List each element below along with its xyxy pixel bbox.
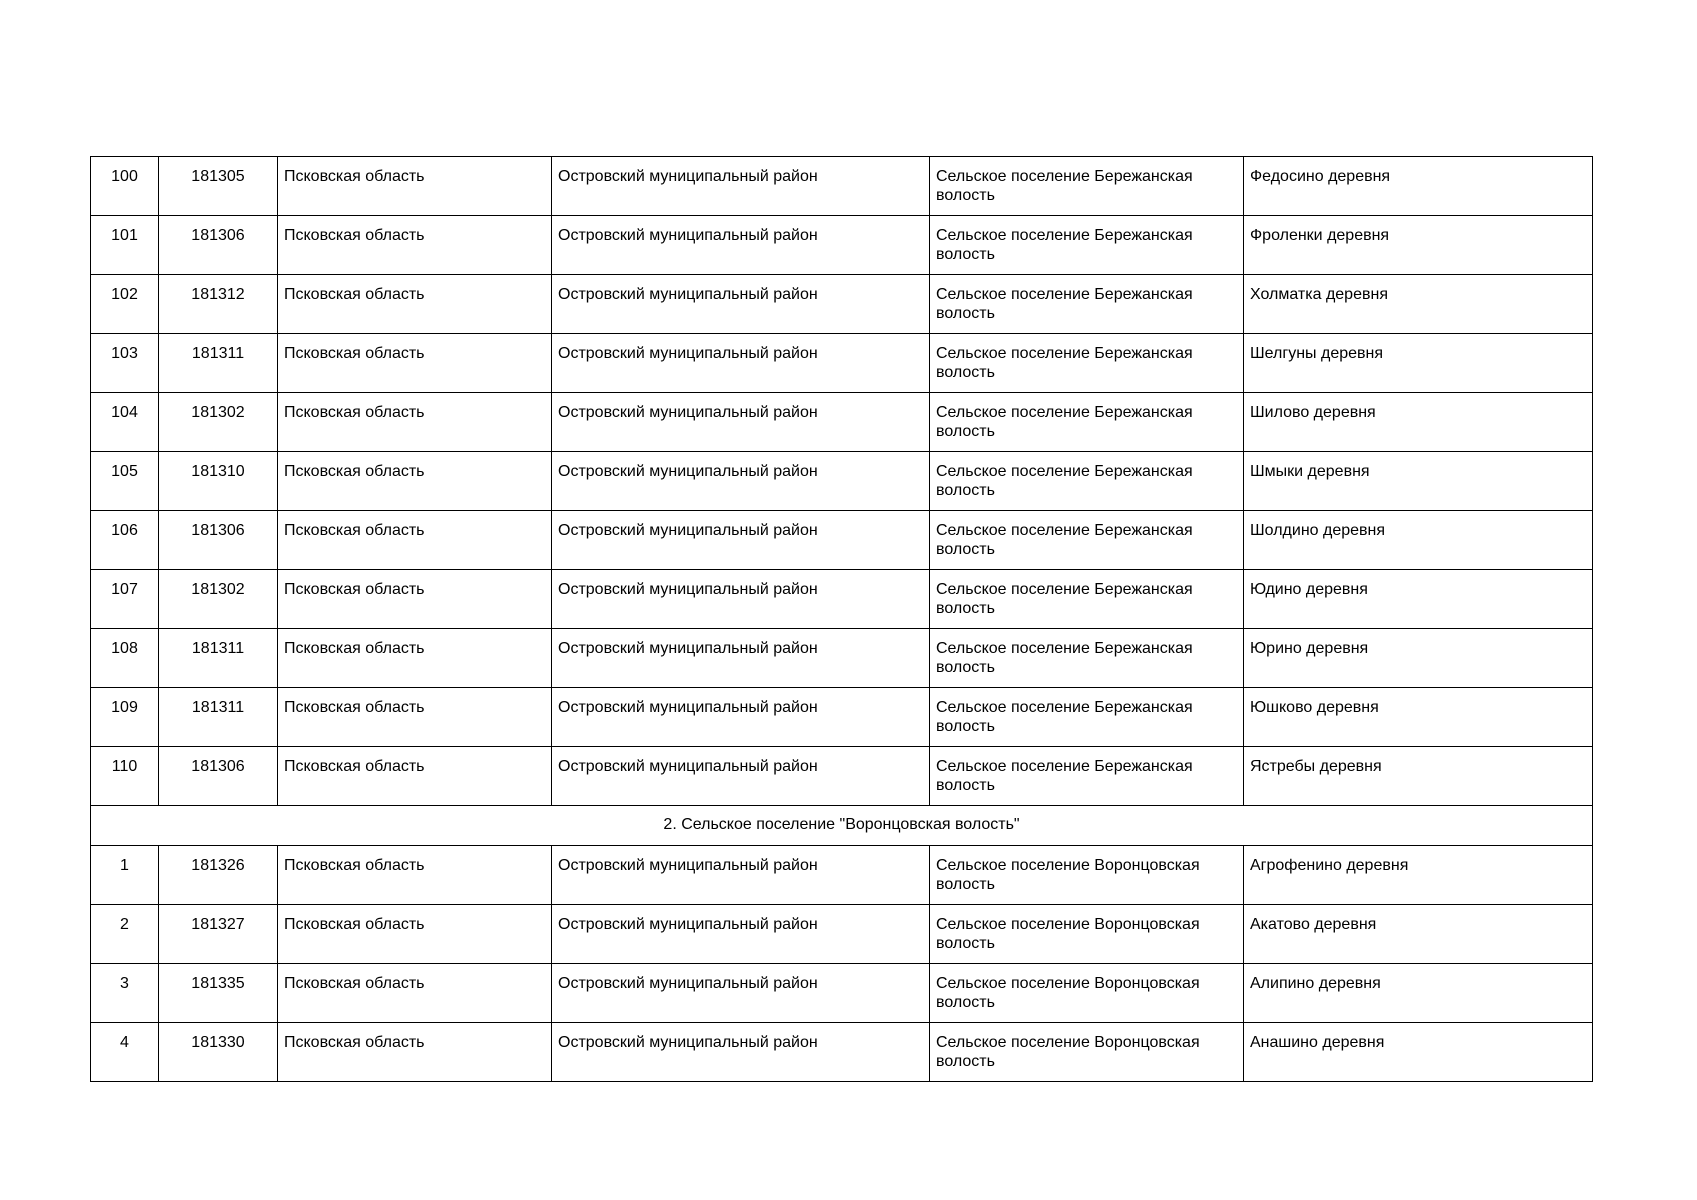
district-cell: Островский муниципальный район: [552, 688, 930, 747]
table-row: [91, 846, 1593, 905]
row-number: 3: [91, 964, 159, 1023]
table-row: [91, 570, 1593, 629]
row-number: 104: [91, 393, 159, 452]
table-row: [91, 629, 1593, 688]
table-row: [91, 1023, 1593, 1082]
settlement-cell: Сельское поселение Бережанская волость: [930, 511, 1244, 570]
region-cell: Псковская область: [278, 157, 552, 216]
settlement-cell: Сельское поселение Бережанская волость: [930, 393, 1244, 452]
postal-index: 181311: [159, 334, 278, 393]
row-number: 105: [91, 452, 159, 511]
row-number: 103: [91, 334, 159, 393]
district-cell: Островский муниципальный район: [552, 157, 930, 216]
table-row: [91, 452, 1593, 511]
locality-cell: Шолдино деревня: [1244, 511, 1593, 570]
locality-cell: Холматка деревня: [1244, 275, 1593, 334]
postal-index: 181327: [159, 905, 278, 964]
postal-index: 181311: [159, 629, 278, 688]
locality-cell: Шелгуны деревня: [1244, 334, 1593, 393]
table-row: [91, 216, 1593, 275]
settlement-cell: Сельское поселение Бережанская волость: [930, 747, 1244, 806]
table-body: [91, 157, 1593, 1082]
locality-cell: Шилово деревня: [1244, 393, 1593, 452]
district-cell: Островский муниципальный район: [552, 1023, 930, 1082]
region-cell: Псковская область: [278, 846, 552, 905]
row-number: 110: [91, 747, 159, 806]
row-number: 108: [91, 629, 159, 688]
row-number: 100: [91, 157, 159, 216]
district-cell: Островский муниципальный район: [552, 905, 930, 964]
row-number: 109: [91, 688, 159, 747]
locality-cell: Федосино деревня: [1244, 157, 1593, 216]
district-cell: Островский муниципальный район: [552, 747, 930, 806]
settlement-cell: Сельское поселение Бережанская волость: [930, 629, 1244, 688]
district-cell: Островский муниципальный район: [552, 570, 930, 629]
district-cell: Островский муниципальный район: [552, 964, 930, 1023]
postal-index: 181326: [159, 846, 278, 905]
region-cell: Псковская область: [278, 1023, 552, 1082]
district-cell: Островский муниципальный район: [552, 511, 930, 570]
district-cell: Островский муниципальный район: [552, 334, 930, 393]
region-cell: Псковская область: [278, 964, 552, 1023]
table-row: [91, 511, 1593, 570]
locality-table: [90, 156, 1593, 1082]
row-number: 2: [91, 905, 159, 964]
district-cell: Островский муниципальный район: [552, 846, 930, 905]
locality-cell: Алипино деревня: [1244, 964, 1593, 1023]
postal-index: 181311: [159, 688, 278, 747]
region-cell: Псковская область: [278, 688, 552, 747]
region-cell: Псковская область: [278, 216, 552, 275]
table-row: [91, 688, 1593, 747]
locality-cell: Юдино деревня: [1244, 570, 1593, 629]
table-row: [91, 905, 1593, 964]
region-cell: Псковская область: [278, 629, 552, 688]
table-row: [91, 393, 1593, 452]
row-number: 1: [91, 846, 159, 905]
region-cell: Псковская область: [278, 570, 552, 629]
row-number: 106: [91, 511, 159, 570]
locality-cell: Фроленки деревня: [1244, 216, 1593, 275]
table-row: [91, 964, 1593, 1023]
locality-cell: Агрофенино деревня: [1244, 846, 1593, 905]
district-cell: Островский муниципальный район: [552, 275, 930, 334]
table-row: [91, 275, 1593, 334]
settlement-cell: Сельское поселение Бережанская волость: [930, 334, 1244, 393]
postal-index: 181302: [159, 393, 278, 452]
postal-index: 181302: [159, 570, 278, 629]
settlement-cell: Сельское поселение Воронцовская волость: [930, 846, 1244, 905]
postal-index: 181306: [159, 747, 278, 806]
postal-index: 181310: [159, 452, 278, 511]
settlement-cell: Сельское поселение Бережанская волость: [930, 157, 1244, 216]
table-row: [91, 334, 1593, 393]
postal-index: 181306: [159, 216, 278, 275]
settlement-cell: Сельское поселение Бережанская волость: [930, 570, 1244, 629]
section-title: 2. Сельское поселение "Воронцовская волость": [91, 806, 1593, 846]
district-cell: Островский муниципальный район: [552, 629, 930, 688]
settlement-cell: Сельское поселение Воронцовская волость: [930, 905, 1244, 964]
table-row: [91, 157, 1593, 216]
settlement-cell: Сельское поселение Бережанская волость: [930, 216, 1244, 275]
settlement-cell: Сельское поселение Воронцовская волость: [930, 1023, 1244, 1082]
settlement-cell: Сельское поселение Воронцовская волость: [930, 964, 1244, 1023]
district-cell: Островский муниципальный район: [552, 216, 930, 275]
locality-cell: Юшково деревня: [1244, 688, 1593, 747]
settlement-cell: Сельское поселение Бережанская волость: [930, 688, 1244, 747]
locality-cell: Анашино деревня: [1244, 1023, 1593, 1082]
row-number: 101: [91, 216, 159, 275]
district-cell: Островский муниципальный район: [552, 452, 930, 511]
postal-index: 181306: [159, 511, 278, 570]
settlement-cell: Сельское поселение Бережанская волость: [930, 275, 1244, 334]
row-number: 4: [91, 1023, 159, 1082]
table-row: [91, 747, 1593, 806]
region-cell: Псковская область: [278, 334, 552, 393]
postal-index: 181330: [159, 1023, 278, 1082]
locality-cell: Ястребы деревня: [1244, 747, 1593, 806]
postal-index: 181305: [159, 157, 278, 216]
postal-index: 181312: [159, 275, 278, 334]
region-cell: Псковская область: [278, 747, 552, 806]
settlement-cell: Сельское поселение Бережанская волость: [930, 452, 1244, 511]
region-cell: Псковская область: [278, 511, 552, 570]
region-cell: Псковская область: [278, 275, 552, 334]
row-number: 107: [91, 570, 159, 629]
postal-index: 181335: [159, 964, 278, 1023]
locality-cell: Юрино деревня: [1244, 629, 1593, 688]
district-cell: Островский муниципальный район: [552, 393, 930, 452]
region-cell: Псковская область: [278, 905, 552, 964]
region-cell: Псковская область: [278, 393, 552, 452]
locality-cell: Акатово деревня: [1244, 905, 1593, 964]
row-number: 102: [91, 275, 159, 334]
region-cell: Псковская область: [278, 452, 552, 511]
section-row: [91, 806, 1593, 846]
locality-cell: Шмыки деревня: [1244, 452, 1593, 511]
